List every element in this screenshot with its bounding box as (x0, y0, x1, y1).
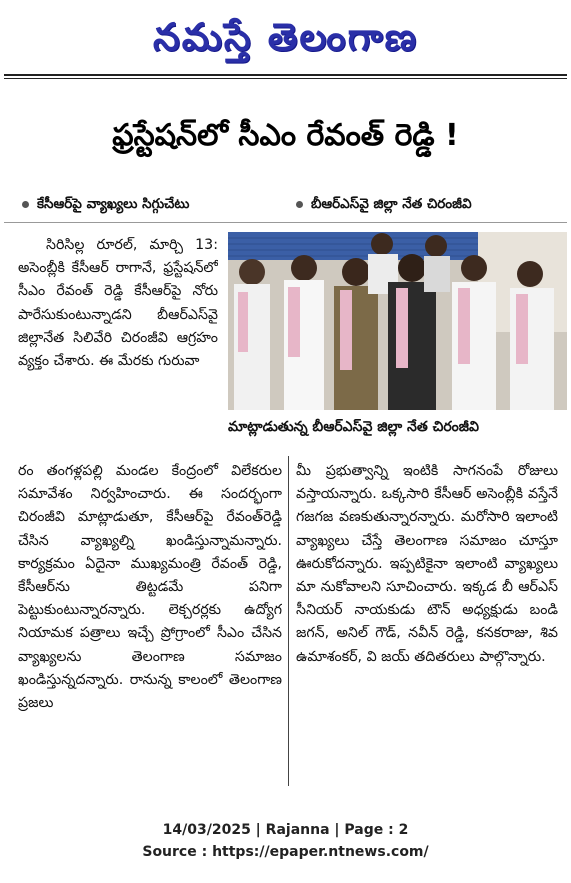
article-right-column: మీ ప్రభుత్వాన్ని ఇంటికి సాగనంపే రోజులు వస్తాయన్నారు. ఒక్కసారి కేసీఆర్ అసెంబ్లీకి వస్తేనే గజగజ వణకుతున్నారన్నారు. మరోసారి ఇలాంటి వ్యాఖ్యలు చేస్తే తెలంగాణ సమాజం చూస్తూ ఊరుకోదన్నారు. ఇప్పటికైనా ఇలాంటి వ్యాఖ్యలు మా నుకోవాలని సూచించారు. ఇక్కడ బీ ఆర్‌ఎస్ సీనియర్ నాయకుడు టౌన్ అధ్యక్షుడు బండి జగన్, అనిల్ గౌడ్, నవీన్ రెడ్డి, కనకరాజు, శివ ఉమాశంకర్, వి జయ్ తదితరులు పాల్గొన్నారు. (296, 463, 558, 665)
footer-date-edition: 14/03/2025 | Rajanna | Page : 2 (162, 822, 409, 838)
newspaper-clipping (4, 4, 567, 879)
bullet-icon (296, 201, 303, 208)
article-left-column-bottom: రం తంగళ్లపల్లి మండల కేంద్రంలో విలేకరుల సమావేశం నిర్వహించారు. ఈ సందర్భంగా చిరంజీవి మాట్లాడుతూ, కేసీఆర్‌పై రేవంత్‌రెడ్డి చేసిన వ్యాఖ్యల్ని ఖండిస్తున్నామన్నారు. కార్యక్రమం ఏదైనా ముఖ్యమంత్రి రేవంత్ రెడ్డి, కేసీఆర్‌ను తిట్టడమే పనిగా పెట్టుకుంటున్నారన్నారు. లెక్చరర్లకు ఉద్యోగ నియామక పత్రాలు ఇచ్చే ప్రోగ్రాంలో సీఎం చేసిన వ్యాఖ్యలను తెలంగాణ సమాజం ఖండిస్తున్నదన్నారు. రానున్న కాలంలో తెలంగాణ ప్రజలు (18, 463, 282, 712)
subline-2: బీఆర్‌ఎస్‌వై జిల్లా నేత చిరంజీవి (296, 196, 472, 215)
masthead-logo: నమస్తే తెలంగాణ (153, 14, 418, 59)
subline-1: కేసీఆర్‌పై వ్యాఖ్యలు సిగ్గుచేటు (22, 196, 189, 215)
article-left-column-top: సిరిసిల్ల రూరల్, మార్చి 13: అసెంబ్లీకి కేసీఆర్ రాగానే, ఫ్రస్టేషన్‌లో సీఎం రేవంత్ రెడ్డి కేసీఆర్‌పై నోరు పారేసుకుంటున్నాడని బీఆర్‌ఎస్‌వై జిల్లానేత సిలివేరి చిరంజీవి ఆగ్రహం వ్యక్తం చేశారు. ఈ మేరకు గురువా (18, 237, 218, 370)
masthead-rule (4, 74, 567, 76)
column-divider (288, 456, 289, 786)
bullet-icon (22, 201, 29, 208)
subline-rule (4, 222, 567, 223)
photo-caption: మాట్లాడుతున్న బీఆర్‌ఎస్‌వై జిల్లా నేత చిరంజీవి (222, 414, 571, 440)
footer-source: Source : https://epaper.ntnews.com/ (142, 844, 429, 860)
masthead-rule-thin (4, 78, 567, 79)
headline: ఫ్రస్టేషన్‌లో సీఎం రేవంత్ రెడ్డి ! (112, 118, 459, 153)
press-photo (228, 232, 567, 410)
